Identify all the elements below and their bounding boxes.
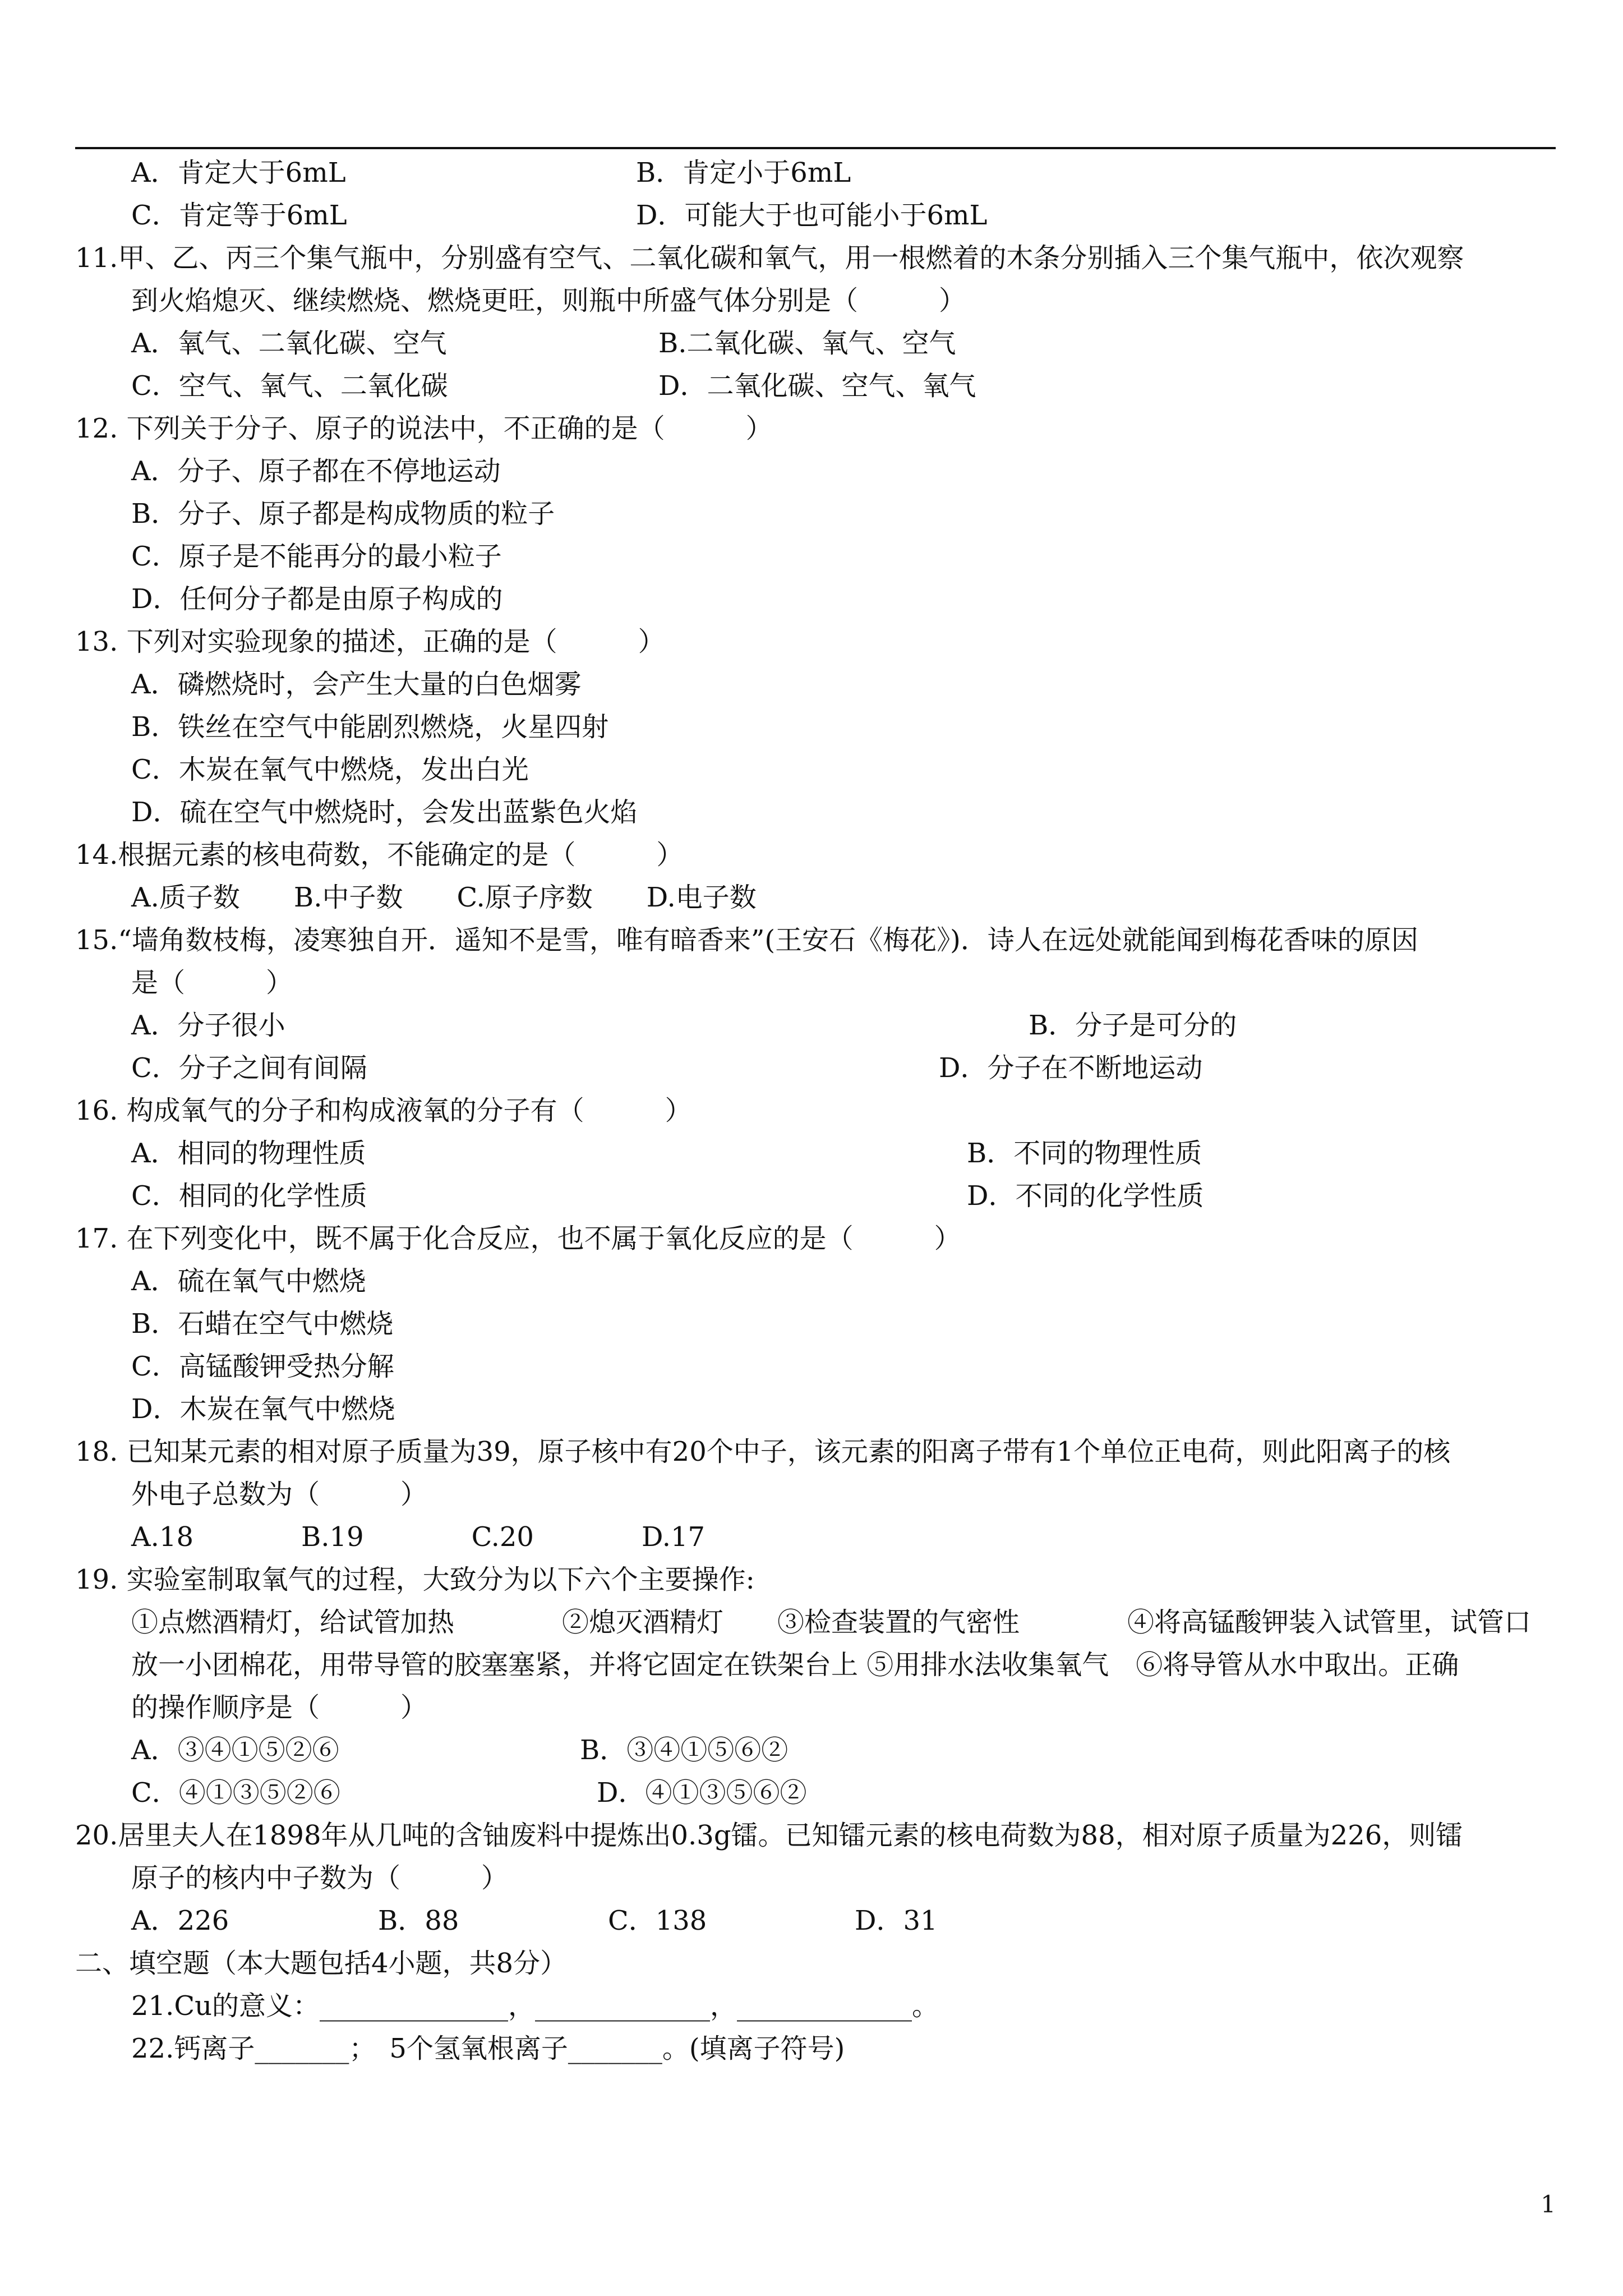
q15-options-row1 <box>75 1004 1556 1047</box>
q11-option-d: D．二氧化碳、空气、氧气 <box>658 370 976 402</box>
q17-option-b: B．石蜡在空气中燃烧 <box>131 1308 394 1340</box>
q11-options-row2 <box>75 365 1556 407</box>
q15-options-row2 <box>75 1047 1556 1089</box>
q20-option-b: B．88 <box>378 1905 459 1936</box>
q18-options: A.18 B.19 C.20 D.17 <box>131 1521 706 1553</box>
q10-option-b: B．肯定小于6mL <box>636 157 851 188</box>
q11-options-row1 <box>75 322 1556 365</box>
q17-option-d: D．木炭在氧气中燃烧 <box>131 1393 395 1425</box>
q17-stem: 17. 在下列变化中，既不属于化合反应，也不属于氧化反应的是（ ） <box>75 1223 961 1254</box>
q16-option-a: A．相同的物理性质 <box>131 1138 366 1169</box>
q20-stem-line2: 原子的核内中子数为（ ） <box>131 1862 509 1894</box>
q11-stem-line2: 到火焰熄灭、继续燃烧、燃烧更旺，则瓶中所盛气体分别是（ ） <box>131 285 966 316</box>
q13-option-b: B．铁丝在空气中能剧烈燃烧，火星四射 <box>131 711 609 743</box>
q11-option-a: A．氧气、二氧化碳、空气 <box>131 328 447 359</box>
q19-option-c: C．④①③⑤②⑥ <box>131 1777 340 1809</box>
q11-option-b: B.二氧化碳、氧气、空气 <box>658 328 956 359</box>
q13-option-a: A．磷燃烧时，会产生大量的白色烟雾 <box>131 669 582 700</box>
q16-option-c: C．相同的化学性质 <box>131 1180 367 1212</box>
q19-option-d: D．④①③⑤⑥② <box>597 1777 807 1809</box>
q19-steps-line3: 的操作顺序是（ ） <box>131 1692 428 1723</box>
q10-option-a: A．肯定大于6mL <box>131 157 346 188</box>
q10-options-row1 <box>75 151 1556 194</box>
q16-option-d: D．不同的化学性质 <box>967 1180 1204 1212</box>
q10-option-d: D．可能大于也可能小于6mL <box>636 200 988 231</box>
q16-stem: 16. 构成氧气的分子和构成液氧的分子有（ ） <box>75 1095 692 1126</box>
q13-stem: 13. 下列对实验现象的描述，正确的是（ ） <box>75 626 665 657</box>
q15-option-b: B．分子是可分的 <box>1029 1010 1237 1041</box>
q21-blank-line: 21.Cu的意义：______________，_____________，_____________。 <box>131 1990 939 2022</box>
q19-option-a: A．③④①⑤②⑥ <box>131 1734 339 1766</box>
q11-stem-line1: 11.甲、乙、丙三个集气瓶中，分别盛有空气、二氧化碳和氧气，用一根燃着的木条分别插入三个集气瓶中，依次观察 <box>75 242 1464 274</box>
q17-option-c: C．高锰酸钾受热分解 <box>131 1351 394 1382</box>
q19-stem: 19. 实验室制取氧气的过程，大致分为以下六个主要操作: <box>75 1564 755 1595</box>
q13-option-c: C．木炭在氧气中燃烧，发出白光 <box>131 754 529 785</box>
q15-option-d: D．分子在不断地运动 <box>939 1052 1203 1084</box>
q20-stem-line1: 20.居里夫人在1898年从几吨的含铀废料中提炼出0.3g镭。已知镭元素的核电荷数为88，相对原子质量为226，则镭 <box>75 1820 1463 1851</box>
q20-option-a: A．226 <box>131 1905 229 1936</box>
header-rule <box>75 147 1556 149</box>
q12-stem: 12. 下列关于分子、原子的说法中，不正确的是（ ） <box>75 413 773 444</box>
q12-option-a: A．分子、原子都在不停地运动 <box>131 455 501 487</box>
q20-option-d: D．31 <box>855 1905 938 1936</box>
q20-options-row <box>75 1899 1556 1942</box>
q15-option-c: C．分子之间有间隔 <box>131 1052 367 1084</box>
q19-options-row2 <box>75 1772 1556 1814</box>
q15-stem-line2: 是（ ） <box>131 967 293 999</box>
q11-option-c: C．空气、氧气、二氧化碳 <box>131 370 448 402</box>
q16-option-b: B．不同的物理性质 <box>967 1138 1202 1169</box>
q19-options-row1 <box>75 1729 1556 1772</box>
q19-option-b: B．③④①⑤⑥② <box>580 1734 789 1766</box>
q12-option-b: B．分子、原子都是构成物质的粒子 <box>131 498 555 530</box>
q20-option-c: C．138 <box>608 1905 707 1936</box>
q16-options-row1 <box>75 1132 1556 1175</box>
q15-option-a: A．分子很小 <box>131 1010 285 1041</box>
q18-stem-line2: 外电子总数为（ ） <box>131 1479 428 1510</box>
q15-stem-line1: 15.“墙角数枝梅，凌寒独自开．遥知不是雪，唯有暗香来”(王安石《梅花》)．诗人在远处就能闻到梅花香味的原因 <box>75 924 1418 956</box>
page-number: 1 <box>1541 2191 1556 2218</box>
q19-steps-line1: ①点燃酒精灯，给试管加热 ②熄灭酒精灯 ③检查装置的气密性 ④将高锰酸钾装入试管里，试管口 <box>131 1607 1532 1638</box>
q18-stem-line1: 18. 已知某元素的相对原子质量为39，原子核中有20个中子，该元素的阳离子带有1个单位正电荷，则此阳离子的核 <box>75 1436 1451 1467</box>
q14-stem: 14.根据元素的核电荷数，不能确定的是（ ） <box>75 839 684 871</box>
q10-option-c: C．肯定等于6mL <box>131 200 347 231</box>
q13-option-d: D．硫在空气中燃烧时，会发出蓝紫色火焰 <box>131 797 638 828</box>
q19-steps-line2: 放一小团棉花，用带导管的胶塞塞紧，并将它固定在铁架台上 ⑤用排水法收集氧气 ⑥将导管从水中取出。正确 <box>131 1649 1459 1681</box>
q22-blank-line: 22.钙离子_______； 5个氢氧根离子_______。(填离子符号) <box>131 2033 845 2064</box>
question-content <box>75 151 1556 2070</box>
section2-title: 二、填空题（本大题包括4小题，共8分） <box>75 1948 568 1979</box>
q17-option-a: A．硫在氧气中燃烧 <box>131 1266 366 1297</box>
q12-option-c: C．原子是不能再分的最小粒子 <box>131 541 502 572</box>
q16-options-row2 <box>75 1175 1556 1217</box>
q10-options-row2 <box>75 194 1556 237</box>
q14-options: A.质子数 B.中子数 C.原子序数 D.电子数 <box>131 882 757 913</box>
q12-option-d: D．任何分子都是由原子构成的 <box>131 583 503 615</box>
